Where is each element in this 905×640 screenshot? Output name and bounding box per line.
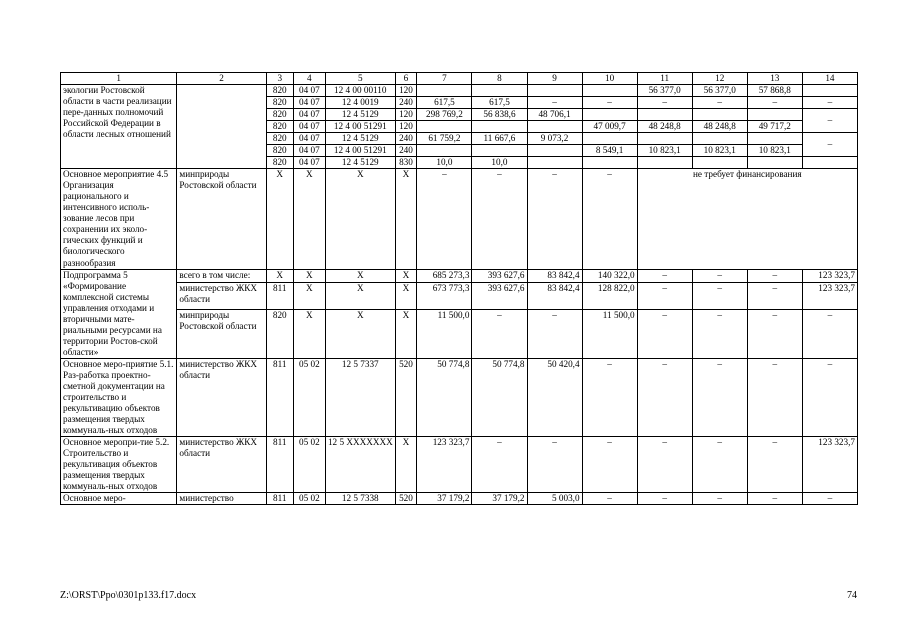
table-cell [637, 133, 692, 145]
table-cell: 37 179,2 [472, 493, 527, 505]
table-cell: – [527, 169, 582, 269]
column-header: 1 [61, 73, 177, 85]
table-cell: X [266, 169, 293, 269]
no-funding-note: не требует финансирования [637, 169, 857, 269]
table-cell: 811 [266, 437, 293, 493]
table-cell: 128 822,0 [582, 283, 637, 309]
table-cell: – [527, 309, 582, 358]
executor-cell: всего в том числе: [177, 269, 266, 283]
table-cell: 673 773,3 [417, 283, 472, 309]
table-cell: 11 667,6 [472, 133, 527, 145]
executor-cell: министерство ЖКХ области [177, 437, 266, 493]
table-cell: 820 [266, 121, 293, 133]
table-cell [747, 133, 802, 145]
table-cell: – [747, 437, 802, 493]
table-cell [582, 133, 637, 145]
table-cell: – [637, 358, 692, 436]
table-cell: – [802, 97, 857, 109]
table-cell: 48 248,8 [692, 121, 747, 133]
table-cell: 393 627,6 [472, 283, 527, 309]
table-cell: 56 377,0 [692, 85, 747, 97]
table-cell: 820 [266, 85, 293, 97]
table-row [61, 358, 858, 436]
table-cell [472, 145, 527, 157]
table-cell: 520 [395, 493, 417, 505]
table-cell: X [395, 309, 417, 358]
table-cell: – [802, 109, 857, 133]
table-cell: – [747, 283, 802, 309]
document-path: Z:\ORST\Ppo\0301p133.f17.docx [60, 590, 197, 601]
table-cell: X [395, 269, 417, 283]
table-cell: 56 838,6 [472, 109, 527, 121]
table-cell: X [293, 283, 325, 309]
table-cell: X [266, 269, 293, 283]
table-cell: 48 706,1 [527, 109, 582, 121]
program-name-cell: Основное меро- [61, 493, 177, 505]
table-cell: – [692, 97, 747, 109]
table-cell: 04 07 [293, 109, 325, 121]
table-cell: 240 [395, 97, 417, 109]
table-cell: 12 4 0019 [325, 97, 395, 109]
table-cell: 04 07 [293, 97, 325, 109]
table-cell: – [582, 437, 637, 493]
table-cell: 10,0 [417, 157, 472, 169]
column-header: 11 [637, 73, 692, 85]
table-cell: 50 774,8 [472, 358, 527, 436]
table-cell: – [472, 309, 527, 358]
table-row [61, 269, 858, 283]
table-cell: X [395, 283, 417, 309]
table-cell: – [802, 493, 857, 505]
executor-cell: министерство [177, 493, 266, 505]
table-cell: X [395, 169, 417, 269]
table-cell: 123 323,7 [417, 437, 472, 493]
table-cell: 83 842,4 [527, 283, 582, 309]
table-cell: 811 [266, 493, 293, 505]
table-cell: 48 248,8 [637, 121, 692, 133]
table-cell: 12 4 00 51291 [325, 121, 395, 133]
table-cell [637, 109, 692, 121]
table-cell: – [527, 437, 582, 493]
table-cell: 685 273,3 [417, 269, 472, 283]
table-cell [582, 157, 637, 169]
table-cell: – [692, 283, 747, 309]
table-cell: – [747, 269, 802, 283]
table-cell [527, 85, 582, 97]
table-row [61, 309, 858, 358]
table-cell: 47 009,7 [582, 121, 637, 133]
table-cell: – [802, 358, 857, 436]
table-cell: – [747, 97, 802, 109]
table-cell [527, 145, 582, 157]
table-cell: 820 [266, 145, 293, 157]
table-cell [472, 121, 527, 133]
table-cell: – [747, 309, 802, 358]
table-cell: 811 [266, 283, 293, 309]
table-cell: 8 549,1 [582, 145, 637, 157]
table-cell [802, 157, 857, 169]
table-cell: 12 4 00 00110 [325, 85, 395, 97]
table-cell: 240 [395, 133, 417, 145]
table-cell [472, 85, 527, 97]
table-cell: 61 759,2 [417, 133, 472, 145]
executor-cell: министерство ЖКХ области [177, 283, 266, 309]
column-header: 4 [293, 73, 325, 85]
table-cell: 298 769,2 [417, 109, 472, 121]
table-cell: X [325, 309, 395, 358]
table-cell: 49 717,2 [747, 121, 802, 133]
table-cell: – [582, 358, 637, 436]
table-cell: 5 003,0 [527, 493, 582, 505]
table-cell: 12 4 00 51291 [325, 145, 395, 157]
table-cell: 120 [395, 109, 417, 121]
table-cell: X [293, 269, 325, 283]
page-number: 74 [847, 590, 857, 601]
table-cell: – [582, 493, 637, 505]
table-cell: 240 [395, 145, 417, 157]
table-cell: 10 823,1 [747, 145, 802, 157]
table-cell: 820 [266, 309, 293, 358]
table-cell [637, 157, 692, 169]
table-row [61, 169, 858, 269]
table-cell: 04 07 [293, 85, 325, 97]
table-cell [417, 85, 472, 97]
table-cell: 11 500,0 [582, 309, 637, 358]
table-cell: 04 07 [293, 145, 325, 157]
table-cell [527, 157, 582, 169]
table-cell: – [472, 169, 527, 269]
table-cell: 12 4 5129 [325, 157, 395, 169]
table-cell: X [325, 169, 395, 269]
column-header: 5 [325, 73, 395, 85]
table-cell: – [637, 437, 692, 493]
table-cell: 12 5 7338 [325, 493, 395, 505]
table-cell [692, 109, 747, 121]
table-cell: 820 [266, 157, 293, 169]
table-cell: – [747, 358, 802, 436]
table-cell [692, 157, 747, 169]
table-cell: – [692, 437, 747, 493]
table-cell: 04 07 [293, 157, 325, 169]
table-cell: 120 [395, 85, 417, 97]
table-cell: 820 [266, 97, 293, 109]
executor-cell: минприроды Ростовской области [177, 309, 266, 358]
table-cell [417, 145, 472, 157]
column-header: 7 [417, 73, 472, 85]
table-cell: 83 842,4 [527, 269, 582, 283]
table-cell: X [293, 309, 325, 358]
column-header: 12 [692, 73, 747, 85]
program-name-cell: Основное меропри-тие 5.2. Строительство и рекультивация объектов размещения твердых коммуналь-ных отходов [61, 437, 177, 493]
executor-cell: минприроды Ростовской области [177, 169, 266, 269]
table-row [61, 85, 858, 97]
table-cell [417, 121, 472, 133]
table-cell [747, 109, 802, 121]
table-cell: 140 322,0 [582, 269, 637, 283]
column-header: 9 [527, 73, 582, 85]
executor-cell [177, 85, 266, 169]
table-row [61, 437, 858, 493]
table-cell: 05 02 [293, 493, 325, 505]
table-cell: 57 868,8 [747, 85, 802, 97]
table-cell: 12 5 XXXXXXX [325, 437, 395, 493]
table-cell: 12 4 5129 [325, 109, 395, 121]
table-cell: 12 5 7337 [325, 358, 395, 436]
table-row [61, 283, 858, 309]
table-cell: – [527, 97, 582, 109]
table-cell: – [692, 493, 747, 505]
table-cell: 05 02 [293, 437, 325, 493]
column-header: 2 [177, 73, 266, 85]
table-cell: 50 774,8 [417, 358, 472, 436]
table-cell [527, 121, 582, 133]
table-cell: 04 07 [293, 133, 325, 145]
table-cell: – [472, 437, 527, 493]
table-cell: 12 4 5129 [325, 133, 395, 145]
table-cell: – [637, 309, 692, 358]
table-cell: 617,5 [472, 97, 527, 109]
table-cell [582, 109, 637, 121]
column-header: 3 [266, 73, 293, 85]
table-cell: 830 [395, 157, 417, 169]
table-cell: 123 323,7 [802, 437, 857, 493]
program-name-cell: экологии Ростовской области в части реализации пере-данных полномочий Российской Федерации в области лесных отношений [61, 85, 177, 169]
table-cell: 9 073,2 [527, 133, 582, 145]
table-cell: – [692, 358, 747, 436]
table-cell: 10 823,1 [692, 145, 747, 157]
table-header-row [61, 73, 858, 85]
table-cell: 393 627,6 [472, 269, 527, 283]
column-header: 6 [395, 73, 417, 85]
table-cell: 11 500,0 [417, 309, 472, 358]
table-cell: 50 420,4 [527, 358, 582, 436]
table-row [61, 493, 858, 505]
column-header: 8 [472, 73, 527, 85]
table-cell: – [637, 269, 692, 283]
table-cell: – [692, 309, 747, 358]
table-cell: 123 323,7 [802, 269, 857, 283]
program-name-cell: Подпрограмма 5 «Формирование комплексной системы управления отходами и вторичными мате-риальными ресурсами на территории Ростов-ской области» [61, 269, 177, 358]
table-cell: – [802, 309, 857, 358]
budget-table [60, 72, 858, 505]
table-cell: – [417, 169, 472, 269]
table-cell [747, 157, 802, 169]
table-cell: – [637, 493, 692, 505]
column-header: 14 [802, 73, 857, 85]
table-cell: – [582, 169, 637, 269]
table-cell: X [395, 437, 417, 493]
table-cell: 811 [266, 358, 293, 436]
table-cell: 04 07 [293, 121, 325, 133]
table-cell: X [325, 283, 395, 309]
table-cell: 37 179,2 [417, 493, 472, 505]
column-header: 13 [747, 73, 802, 85]
table-cell: 617,5 [417, 97, 472, 109]
program-name-cell: Основное меро-приятие 5.1. Раз-работка проектно-сметной документации на строительство и рекультивацию объектов размещения твердых коммуналь-ных отходов [61, 358, 177, 436]
table-cell: 05 02 [293, 358, 325, 436]
table-cell: – [747, 493, 802, 505]
executor-cell: министерство ЖКХ области [177, 358, 266, 436]
table-cell: 10,0 [472, 157, 527, 169]
program-name-cell: Основное мероприятие 4.5 Организация рационального и интенсивного исполь-зование лесов при сохранении их эколо-гических функций и биологического разнообразия [61, 169, 177, 269]
table-cell [802, 85, 857, 97]
table-cell: X [293, 169, 325, 269]
table-cell [692, 133, 747, 145]
column-header: 10 [582, 73, 637, 85]
table-cell: X [325, 269, 395, 283]
table-cell: – [692, 269, 747, 283]
table-cell: 56 377,0 [637, 85, 692, 97]
table-cell: 123 323,7 [802, 283, 857, 309]
table-cell: – [637, 283, 692, 309]
table-cell: – [637, 97, 692, 109]
table-cell: 120 [395, 121, 417, 133]
table-cell: 820 [266, 109, 293, 121]
table-cell: 820 [266, 133, 293, 145]
table-cell [582, 85, 637, 97]
table-cell: 520 [395, 358, 417, 436]
table-cell: – [582, 97, 637, 109]
table-cell: – [802, 133, 857, 157]
table-cell: 10 823,1 [637, 145, 692, 157]
